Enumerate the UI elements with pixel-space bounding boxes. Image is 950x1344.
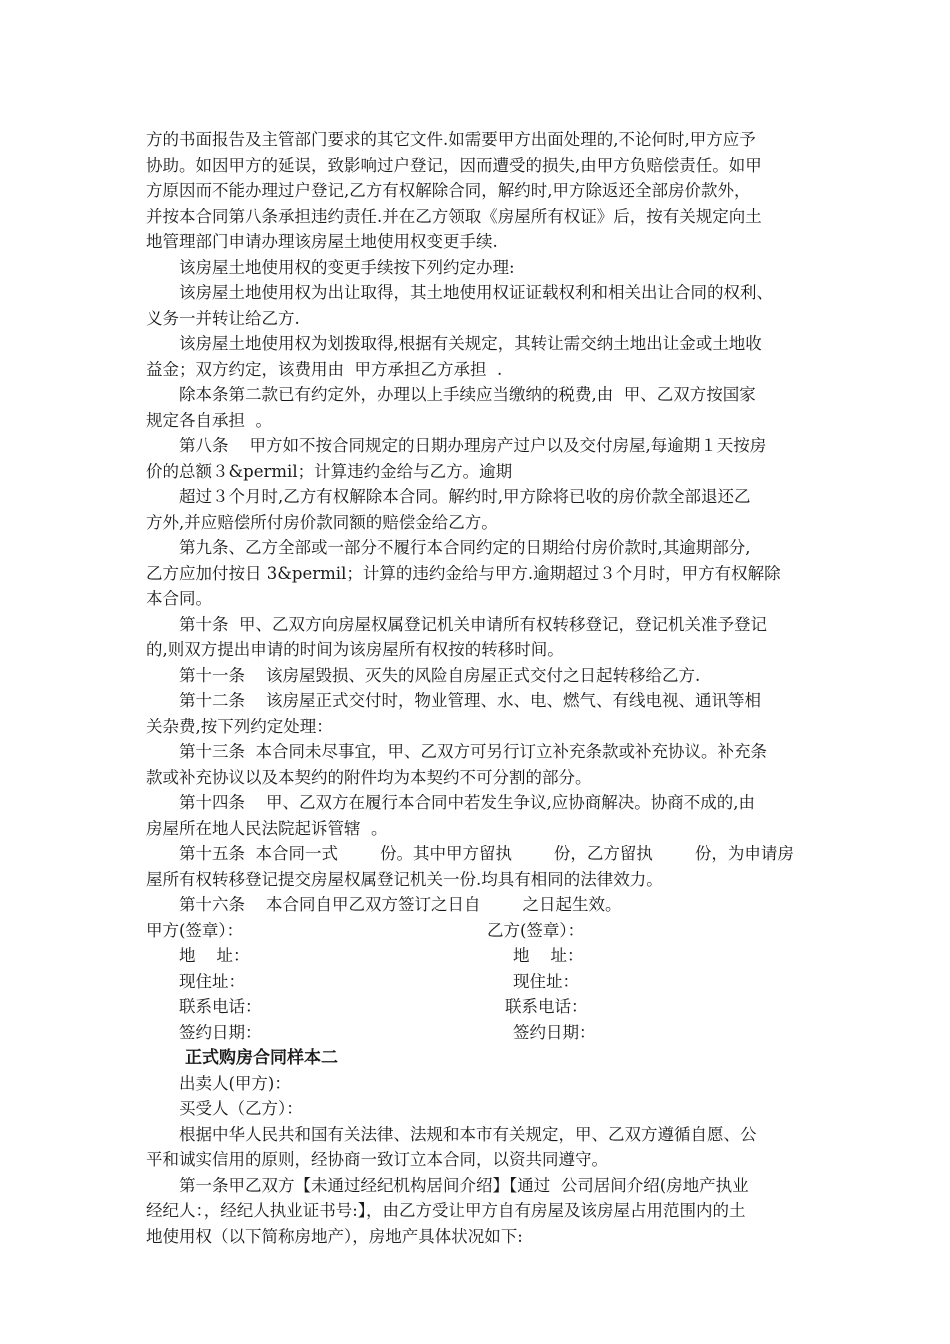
signature-phone-b: 联系电话： bbox=[505, 997, 588, 1016]
text-line: 的,则双方提出申请的时间为该房屋所有权按的转移时间。 bbox=[146, 640, 564, 659]
text-line: 第十三条 本合同未尽事宜，甲、乙双方可另行订立补充条款或补充协议。补充条 bbox=[179, 742, 767, 761]
text-line: 该房屋土地使用权为划拨取得,根据有关规定，其转让需交纳土地出让金或土地收 bbox=[179, 334, 762, 353]
text-line: 买受人（乙方）： bbox=[179, 1099, 303, 1118]
text-line: 协助。如因甲方的延误，致影响过户登记，因而遭受的损失,由甲方负赔偿责任。如甲 bbox=[146, 156, 762, 175]
text-line: 价的总额３&permil；计算违约金给与乙方。逾期 bbox=[146, 462, 513, 481]
text-line: 方的书面报告及主管部门要求的其它文件.如需要甲方出面处理的,不论何时,甲方应予 bbox=[146, 130, 756, 149]
signature-phone-a: 联系电话： bbox=[179, 997, 262, 1016]
text-line: 地管理部门申请办理该房屋土地使用权变更手续. bbox=[146, 232, 498, 251]
text-line: 除本条第二款已有约定外，办理以上手续应当缴纳的税费,由 甲、乙双方按国家 bbox=[179, 385, 756, 404]
text-line: 经纪人：，经纪人执业证书号:】，由乙方受让甲方自有房屋及该房屋占用范围内的土 bbox=[146, 1201, 746, 1220]
text-line: 第十五条 本合同一式 份。其中甲方留执 份，乙方留执 份，为申请房 bbox=[179, 844, 794, 863]
text-line: 关杂费,按下列约定处理： bbox=[146, 717, 333, 736]
text-line: 平和诚实信用的原则，经协商一致订立本合同，以资共同遵守。 bbox=[146, 1150, 608, 1169]
text-line: 乙方应加付按日 3&permil；计算的违约金给与甲方.逾期超过３个月时，甲方有权解除 bbox=[146, 564, 781, 583]
text-line: 并按本合同第八条承担违约责任.并在乙方领取《房屋所有权证》后，按有关规定向土 bbox=[146, 207, 762, 226]
text-line: 方原因而不能办理过户登记,乙方有权解除合同，解约时,甲方除返还全部房价款外， bbox=[146, 181, 751, 200]
signature-party-a: 甲方(签章）： bbox=[146, 921, 244, 940]
text-line: 第一条甲乙双方【未通过经纪机构居间介绍】【通过 公司居间介绍(房地产执业 bbox=[179, 1176, 749, 1195]
text-line: 第十四条 甲、乙双方在履行本合同中若发生争议,应协商解决。协商不成的,由 bbox=[179, 793, 755, 812]
text-line: 该房屋土地使用权的变更手续按下列约定办理: bbox=[179, 258, 515, 277]
signature-date-a: 签约日期： bbox=[179, 1023, 262, 1042]
signature-party-b: 乙方(签章）： bbox=[487, 921, 585, 940]
text-line: 第八条 甲方如不按合同规定的日期办理房产过户以及交付房屋,每逾期１天按房 bbox=[179, 436, 767, 455]
text-line: 第十条 甲、乙双方向房屋权属登记机关申请所有权转移登记，登记机关准予登记 bbox=[179, 615, 767, 634]
text-line: 第九条、乙方全部或一部分不履行本合同约定的日期给付房价款时,其逾期部分, bbox=[179, 538, 751, 557]
text-line: 第十六条 本合同自甲乙双方签订之日自 之日起生效。 bbox=[179, 895, 622, 914]
text-line: 益金；双方约定，该费用由 甲方承担乙方承担 . bbox=[146, 360, 503, 379]
text-line: 第十二条 该房屋正式交付时，物业管理、水、电、燃气、有线电视、通讯等相 bbox=[179, 691, 761, 710]
text-line: 款或补充协议以及本契约的附件均为本契约不可分割的部分。 bbox=[146, 768, 592, 787]
signature-residence-b: 现住址： bbox=[513, 972, 579, 991]
text-line: 方外,并应赔偿所付房价款同额的赔偿金给乙方。 bbox=[146, 513, 498, 532]
text-line: 规定各自承担 。 bbox=[146, 411, 272, 430]
signature-date-b: 签约日期： bbox=[513, 1023, 596, 1042]
text-line: 根据中华人民共和国有关法律、法规和本市有关规定，甲、乙双方遵循自愿、公 bbox=[179, 1125, 757, 1144]
section-heading: 正式购房合同样本二 bbox=[185, 1048, 338, 1068]
text-line: 房屋所在地人民法院起诉管辖 。 bbox=[146, 819, 388, 838]
text-line: 本合同。 bbox=[146, 589, 212, 608]
signature-address-a: 地 址： bbox=[179, 946, 250, 965]
text-line: 超过３个月时,乙方有权解除本合同。解约时,甲方除将已收的房价款全部退还乙 bbox=[179, 487, 751, 506]
signature-address-b: 地 址： bbox=[513, 946, 584, 965]
text-line: 义务一并转让给乙方. bbox=[146, 309, 300, 328]
text-line: 该房屋土地使用权为出让取得，其土地使用权证证载权利和相关出让合同的权利、 bbox=[179, 283, 773, 302]
signature-residence-a: 现住址： bbox=[179, 972, 245, 991]
text-line: 屋所有权转移登记提交房屋权属登记机关一份.均具有相同的法律效力。 bbox=[146, 870, 663, 889]
text-line: 第十一条 该房屋毁损、灭失的风险自房屋正式交付之日起转移给乙方. bbox=[179, 666, 701, 685]
text-line: 出卖人(甲方)： bbox=[179, 1074, 291, 1093]
text-line: 地使用权（以下简称房地产），房地产具体状况如下: bbox=[146, 1227, 523, 1246]
